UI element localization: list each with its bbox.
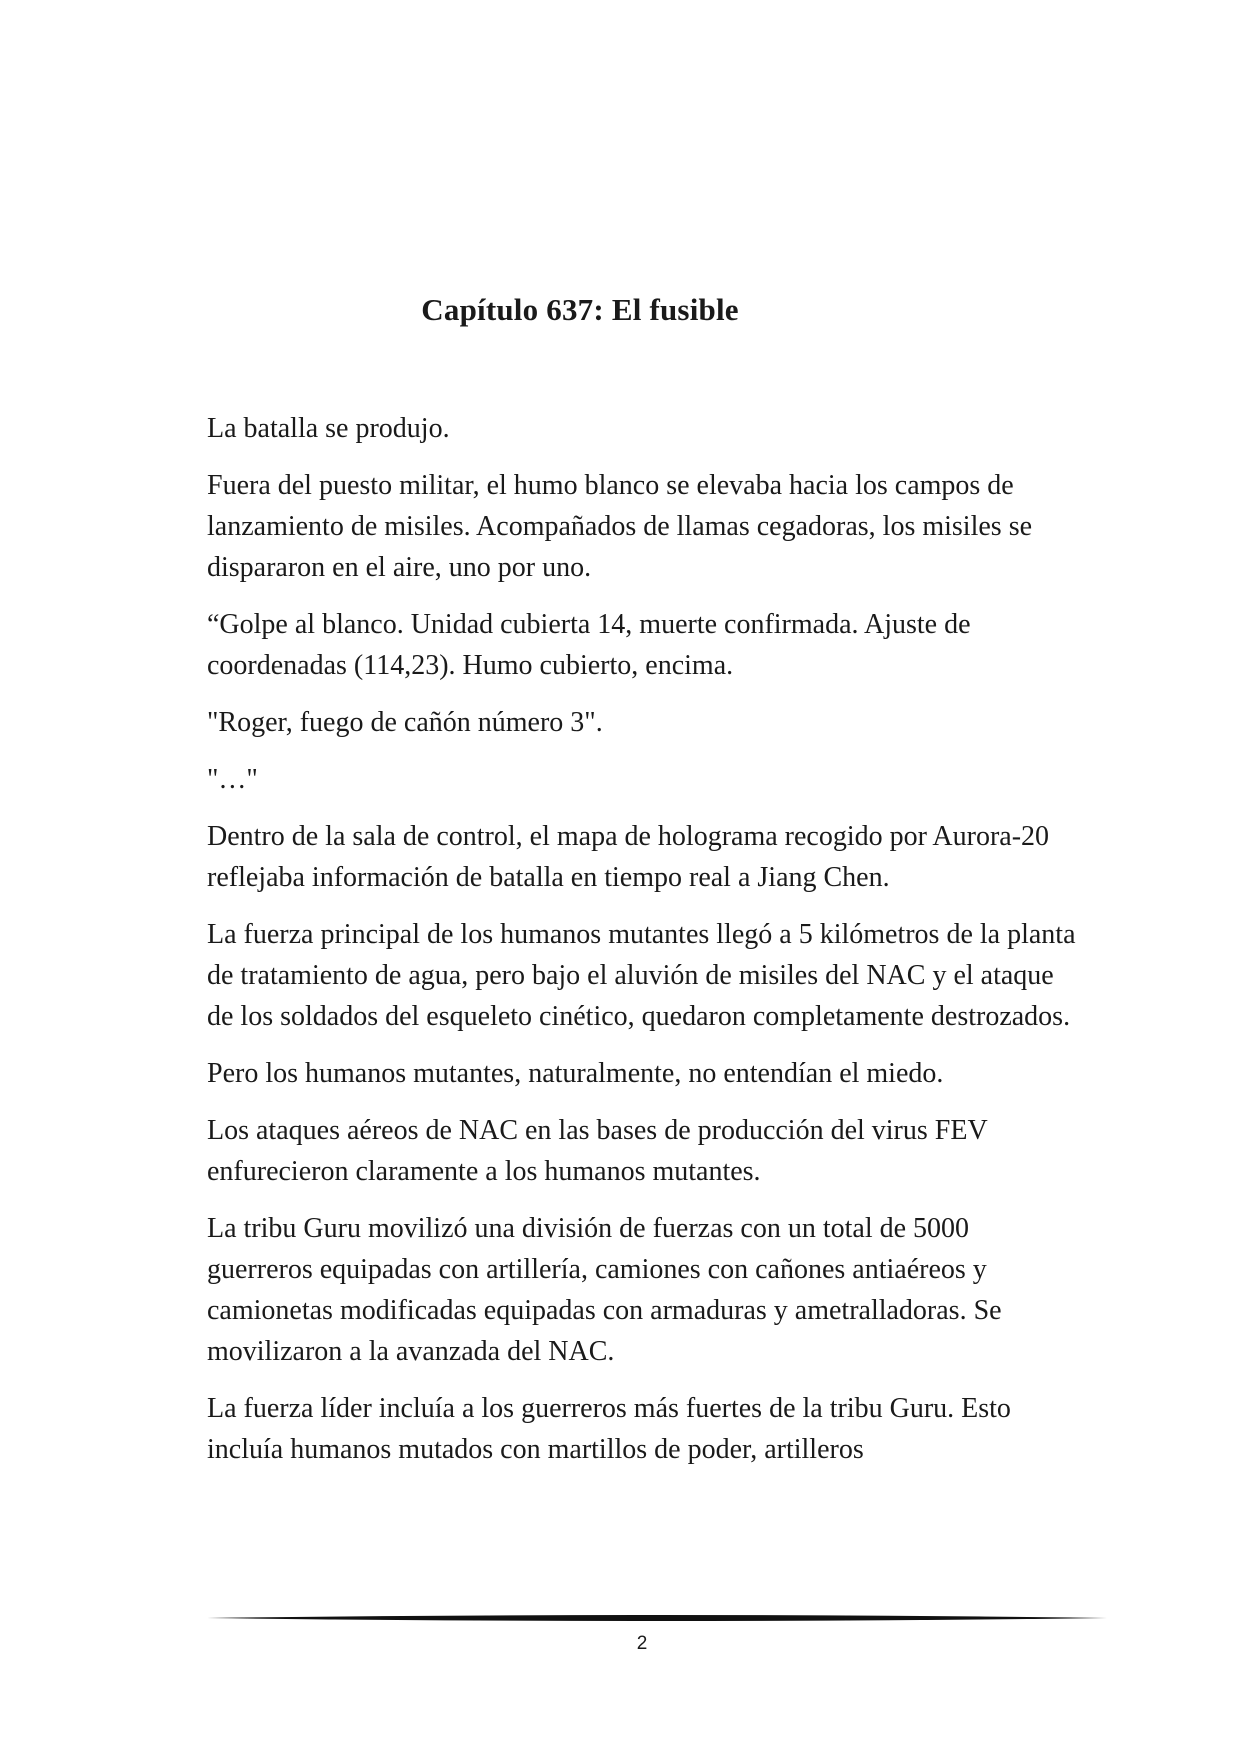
paragraph: "Roger, fuego de cañón número 3". — [207, 707, 603, 738]
chapter-title: Capítulo 637: El fusible — [421, 292, 739, 327]
chapter-body — [207, 408, 1077, 1486]
paragraph: Pero los humanos mutantes, naturalmente, no entendían el miedo. — [207, 1058, 944, 1089]
paragraph: Dentro de la sala de control, el mapa de holograma recogido por Aurora-20 reflejaba información de batalla en tiempo real a Jiang Chen. — [207, 821, 1050, 893]
paragraph: La fuerza principal de los humanos mutantes llegó a 5 kilómetros de la planta de tratamiento de agua, pero bajo el aluvión de misiles del NAC y el ataque de los soldados del esqueleto cinético, quedaron completamente destrozados. — [207, 919, 1076, 1032]
paragraph: "…" — [207, 764, 258, 795]
paragraph: La batalla se produjo. — [207, 413, 450, 444]
paragraph: La tribu Guru movilizó una división de fuerzas con un total de 5000 guerreros equipadas con artillería, camiones con cañones antiaéreos y camionetas modificadas equipadas con armaduras y ametralladoras. Se movilizaron a la avanzada del NAC. — [207, 1213, 1002, 1367]
paragraph: La fuerza líder incluía a los guerreros más fuertes de la tribu Guru. Esto incluía humanos mutados con martillos de poder, artilleros — [207, 1393, 1011, 1465]
paragraph: “Golpe al blanco. Unidad cubierta 14, muerte confirmada. Ajuste de coordenadas (114,23). Humo cubierto, encima. — [207, 609, 971, 681]
footer-divider — [207, 1612, 1107, 1624]
paragraph: Fuera del puesto militar, el humo blanco se elevaba hacia los campos de lanzamiento de misiles. Acompañados de llamas cegadoras, los misiles se dispararon en el aire, uno por uno. — [207, 470, 1033, 583]
footer-divider-stroke — [207, 1615, 1107, 1621]
paragraph: Los ataques aéreos de NAC en las bases de producción del virus FEV enfurecieron claramente a los humanos mutantes. — [207, 1115, 988, 1187]
page-number: 2 — [636, 1633, 648, 1654]
